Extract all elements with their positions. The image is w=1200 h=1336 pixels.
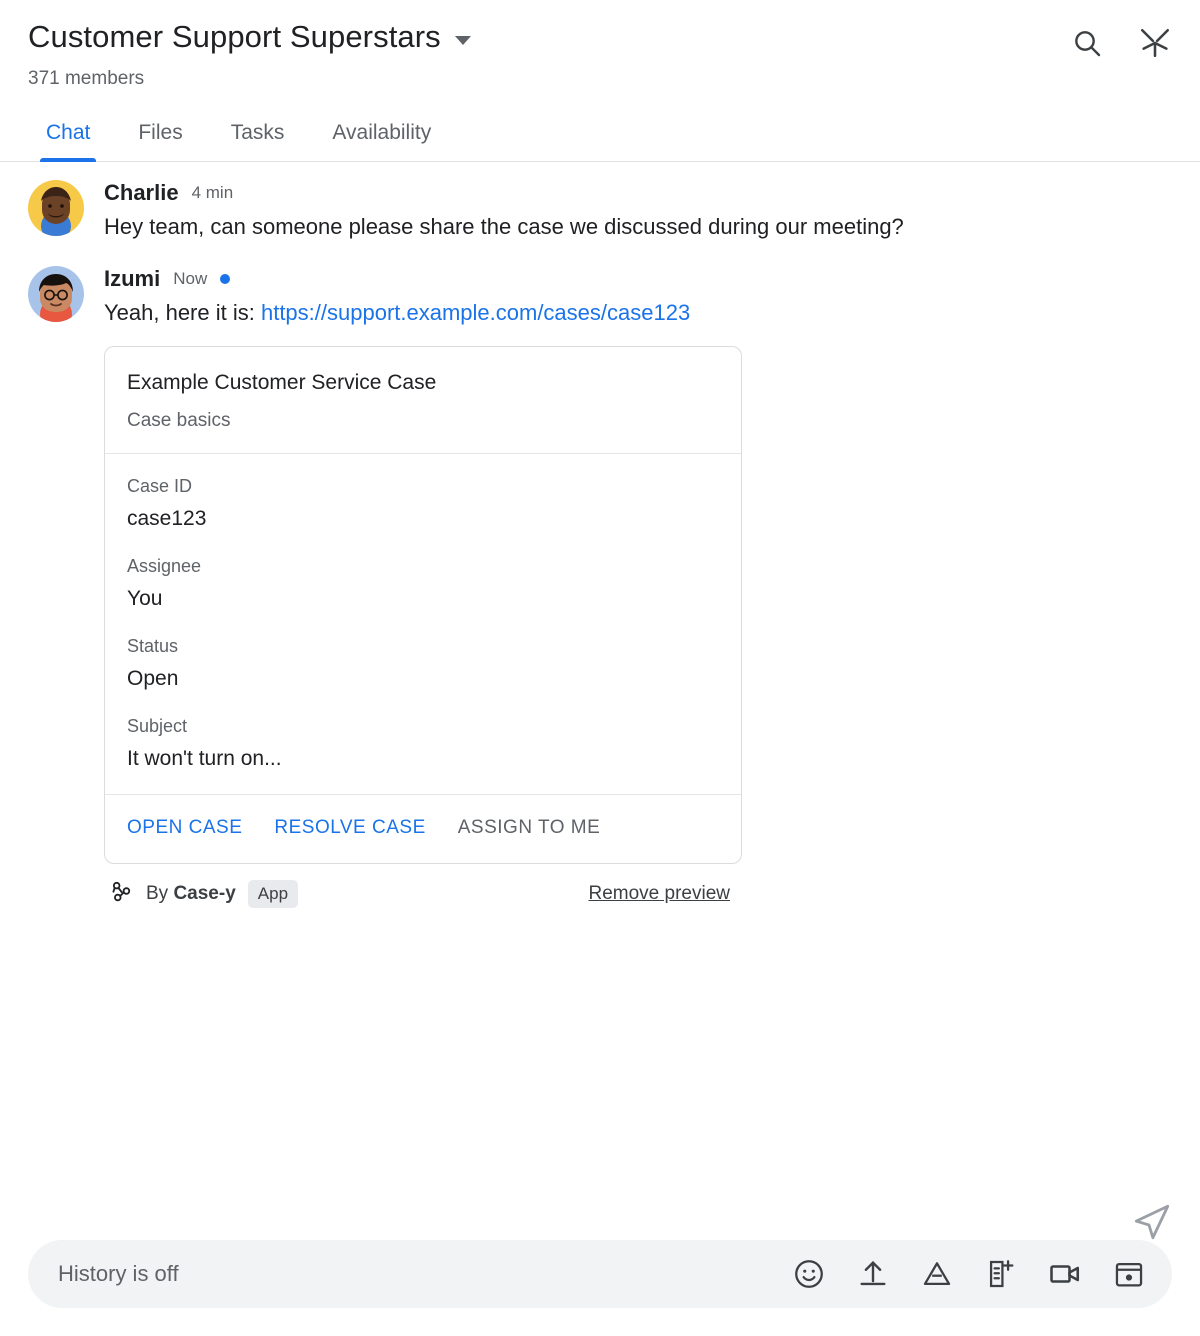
message-timestamp: Now <box>173 269 208 288</box>
app-name: Case-y <box>173 882 236 904</box>
room-title-row[interactable] <box>28 18 1172 56</box>
card-author-line <box>146 883 236 905</box>
room-header <box>0 0 1200 91</box>
field-value: case123 <box>127 507 207 530</box>
card-field-assignee <box>127 554 719 612</box>
docs-add-icon[interactable] <box>982 1255 1020 1293</box>
message-composer[interactable] <box>28 1240 1172 1308</box>
upload-icon[interactable] <box>854 1255 892 1293</box>
avatar[interactable] <box>28 180 84 236</box>
header-actions <box>1070 26 1172 60</box>
message-header <box>104 180 1172 206</box>
message-header <box>104 266 1172 292</box>
open-case-button[interactable]: OPEN CASE <box>127 817 243 838</box>
card-header <box>105 347 741 454</box>
member-count: 371 members <box>28 68 145 89</box>
app-badge: App <box>248 880 298 908</box>
tab-bar <box>0 113 1200 162</box>
card-action-bar <box>105 795 741 863</box>
send-button[interactable] <box>1130 1200 1174 1244</box>
page-title: Customer Support Superstars <box>28 19 441 54</box>
case-link[interactable]: https://support.example.com/cases/case123 <box>260 300 691 325</box>
composer-area <box>0 1222 1200 1336</box>
tab-availability[interactable]: Availability <box>332 121 432 144</box>
message-text-prefix: Yeah, here it is: <box>104 300 261 325</box>
composer-icon-bar <box>790 1255 1148 1293</box>
message-author: Izumi <box>104 266 161 291</box>
field-label: Assignee <box>127 556 202 576</box>
message-text <box>104 296 1172 330</box>
field-label: Subject <box>127 716 188 736</box>
emoji-icon[interactable] <box>790 1255 828 1293</box>
card-field-case-id <box>127 474 719 532</box>
video-meet-icon[interactable] <box>1046 1255 1084 1293</box>
by-prefix: By <box>146 882 174 904</box>
assign-to-me-button[interactable]: ASSIGN TO ME <box>457 817 601 838</box>
resolve-case-button[interactable]: RESOLVE CASE <box>274 817 426 838</box>
card-field-list <box>105 454 741 795</box>
tab-files[interactable]: Files <box>138 121 183 144</box>
message-body <box>104 266 1172 909</box>
card-field-status <box>127 634 719 692</box>
calendar-icon[interactable] <box>1110 1255 1148 1293</box>
drive-icon[interactable] <box>918 1255 956 1293</box>
message-list <box>0 162 1200 1222</box>
field-label: Case ID <box>127 476 193 496</box>
webhook-icon <box>108 878 134 909</box>
message-item <box>28 180 1172 244</box>
message-author: Charlie <box>104 180 179 205</box>
remove-preview-link[interactable]: Remove preview <box>588 882 730 904</box>
field-label: Status <box>127 636 179 656</box>
field-value: You <box>127 587 163 610</box>
unread-indicator-icon <box>220 274 230 284</box>
card-attribution <box>104 878 742 909</box>
field-value: Open <box>127 667 179 690</box>
message-timestamp: 4 min <box>191 183 234 202</box>
tab-chat[interactable]: Chat <box>22 113 114 161</box>
avatar[interactable] <box>28 266 84 322</box>
case-preview-card <box>104 346 742 864</box>
field-value: It won't turn on... <box>127 747 282 770</box>
chevron-down-icon[interactable] <box>455 36 471 45</box>
collapse-icon[interactable] <box>1138 26 1172 60</box>
card-field-subject <box>127 714 719 772</box>
card-title: Example Customer Service Case <box>127 371 437 394</box>
message-input[interactable]: History is off <box>58 1261 179 1286</box>
search-icon[interactable] <box>1070 26 1104 60</box>
card-subtitle: Case basics <box>127 410 231 431</box>
message-item <box>28 266 1172 909</box>
message-body <box>104 180 1172 244</box>
message-text: Hey team, can someone please share the case we discussed during our meeting? <box>104 214 904 239</box>
tab-tasks[interactable]: Tasks <box>230 121 285 144</box>
